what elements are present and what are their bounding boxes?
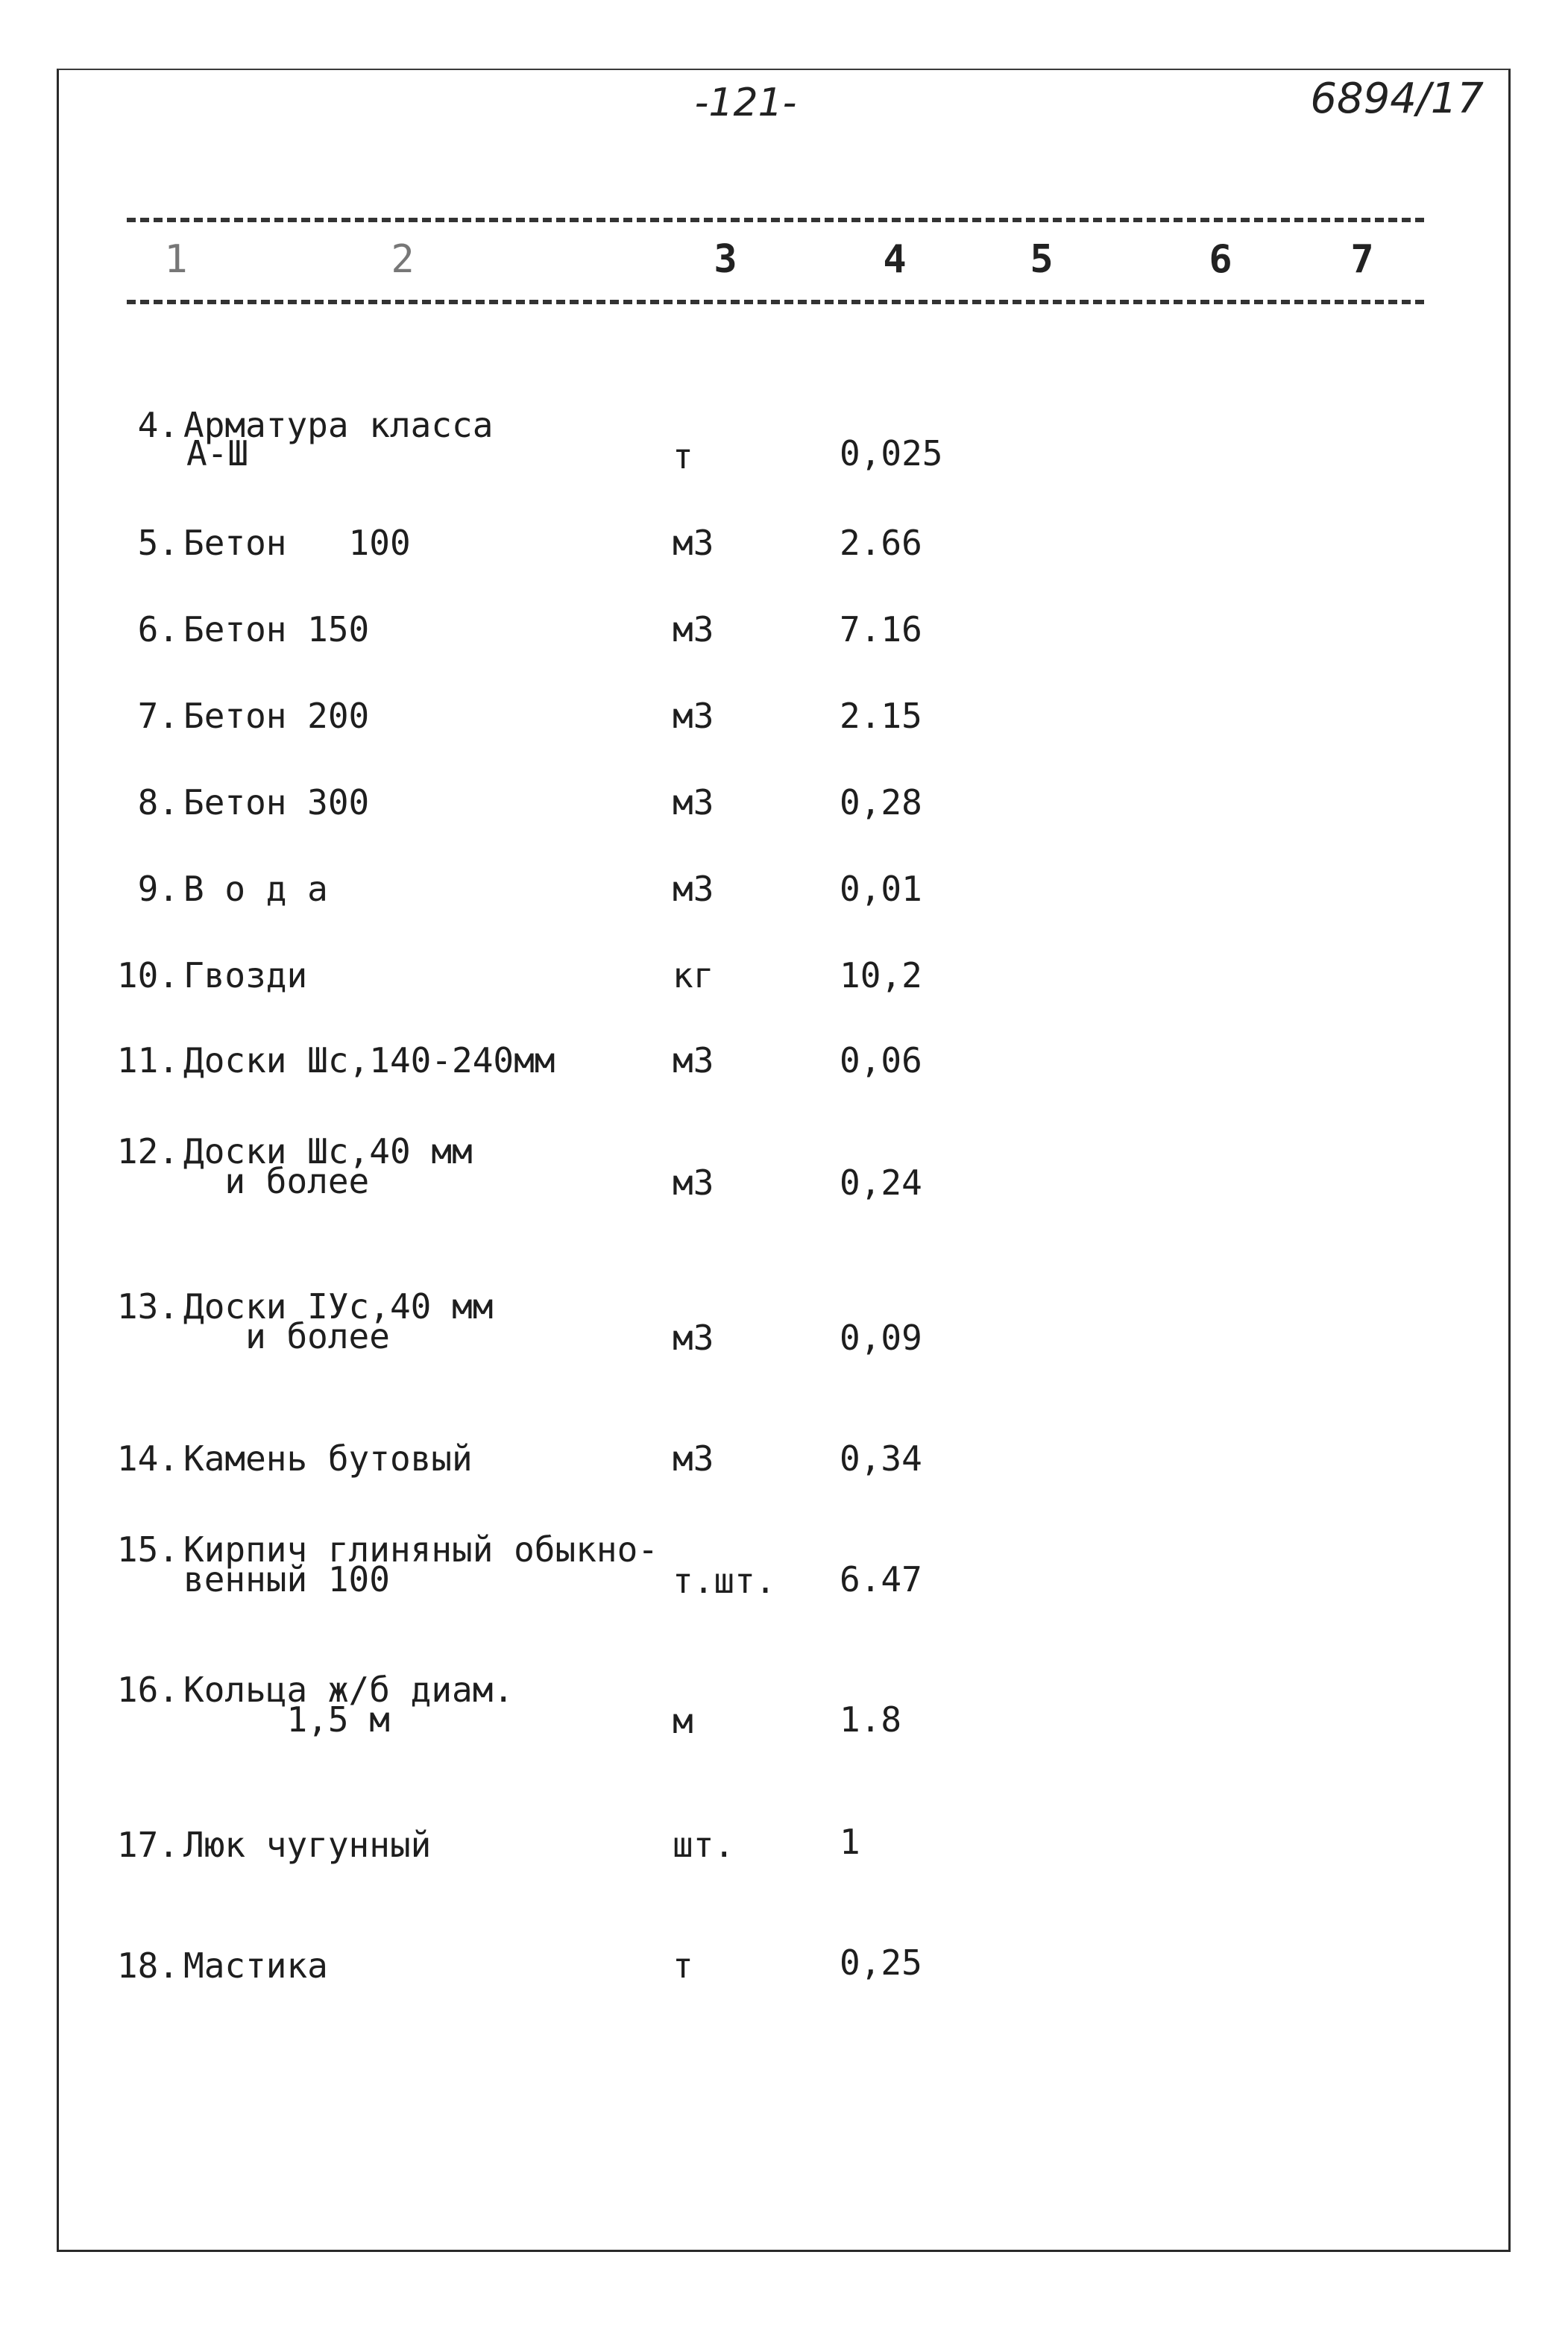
quantity: 0,28 xyxy=(840,782,922,822)
material-name: Доски Шс,140-240мм xyxy=(183,1040,555,1081)
row-number: 4. xyxy=(137,405,179,445)
row-number: 9. xyxy=(137,869,179,909)
row-number: 12. xyxy=(116,1131,179,1171)
quantity: 0,24 xyxy=(840,1163,922,1203)
column-number-2: 2 xyxy=(391,237,415,282)
unit-of-measure: т xyxy=(673,1945,693,1986)
row-number: 16. xyxy=(116,1670,179,1710)
row-number: 5. xyxy=(137,523,179,563)
column-number-7: 7 xyxy=(1350,237,1374,282)
material-name: Бетон 300 xyxy=(183,782,370,822)
material-name: Мастика xyxy=(183,1945,328,1986)
page-number: -121- xyxy=(694,81,797,125)
column-number-1: 1 xyxy=(164,237,188,282)
row-number: 8. xyxy=(137,782,179,822)
quantity: 6.47 xyxy=(840,1559,922,1599)
quantity: 2.66 xyxy=(840,523,922,563)
unit-of-measure: м3 xyxy=(673,696,714,736)
quantity: 2.15 xyxy=(840,696,922,736)
column-number-5: 5 xyxy=(1030,237,1054,282)
material-name: Камень бутовый xyxy=(183,1438,473,1479)
unit-of-measure: шт. xyxy=(673,1825,735,1865)
material-name-line2: А-Ш xyxy=(186,433,249,474)
material-name-line2: 1,5 м xyxy=(183,1699,390,1740)
unit-of-measure: м3 xyxy=(673,782,714,822)
material-name: Бетон 100 xyxy=(183,523,411,563)
unit-of-measure: м3 xyxy=(673,523,714,563)
unit-of-measure: кг xyxy=(673,955,714,995)
unit-of-measure: м3 xyxy=(673,1040,714,1081)
document-code: 6894/17 xyxy=(1310,75,1484,123)
row-number: 10. xyxy=(116,955,179,995)
unit-of-measure: м3 xyxy=(673,1318,714,1358)
header-rule-top xyxy=(127,218,1424,222)
unit-of-measure: м xyxy=(673,1701,693,1741)
material-name: Доски Шс,40 мм xyxy=(183,1131,473,1171)
material-name: Гвозди xyxy=(183,955,308,995)
quantity: 1 xyxy=(840,1822,860,1862)
quantity: 7.16 xyxy=(840,609,922,649)
quantity: 1.8 xyxy=(840,1699,902,1740)
material-name: Кирпич глиняный обыкно- xyxy=(183,1529,658,1570)
material-name: В о д а xyxy=(183,869,328,909)
row-number: 17. xyxy=(116,1825,179,1865)
row-number: 6. xyxy=(137,609,179,649)
quantity: 0,25 xyxy=(840,1943,922,1983)
quantity: 10,2 xyxy=(840,955,922,995)
material-name-line2: и более xyxy=(183,1316,390,1356)
quantity: 0,34 xyxy=(840,1438,922,1479)
material-name: Бетон 150 xyxy=(183,609,370,649)
column-number-6: 6 xyxy=(1209,237,1232,282)
quantity: 0,06 xyxy=(840,1040,922,1081)
row-number: 11. xyxy=(116,1040,179,1081)
row-number: 15. xyxy=(116,1529,179,1570)
material-name-line2: и более xyxy=(183,1161,370,1201)
quantity: 0,025 xyxy=(840,433,943,474)
unit-of-measure: т.шт. xyxy=(673,1561,776,1601)
material-name: Люк чугунный xyxy=(183,1825,432,1865)
row-number: 18. xyxy=(116,1945,179,1986)
quantity: 0,09 xyxy=(840,1318,922,1358)
quantity: 0,01 xyxy=(840,869,922,909)
unit-of-measure: м3 xyxy=(673,1438,714,1479)
material-name: Бетон 200 xyxy=(183,696,370,736)
row-number: 7. xyxy=(137,696,179,736)
header-rule-bottom xyxy=(127,300,1424,304)
column-number-3: 3 xyxy=(714,237,737,282)
row-number: 13. xyxy=(116,1286,179,1327)
unit-of-measure: м3 xyxy=(673,609,714,649)
material-name: Доски IУс,40 мм xyxy=(183,1286,494,1327)
material-name-line2: венный 100 xyxy=(183,1559,390,1599)
row-number: 14. xyxy=(116,1438,179,1479)
column-number-4: 4 xyxy=(883,237,907,282)
unit-of-measure: т xyxy=(673,436,693,476)
material-name: Кольца ж/б диам. xyxy=(183,1670,514,1710)
unit-of-measure: м3 xyxy=(673,1163,714,1203)
unit-of-measure: м3 xyxy=(673,869,714,909)
material-name: Арматура класса xyxy=(183,405,494,445)
